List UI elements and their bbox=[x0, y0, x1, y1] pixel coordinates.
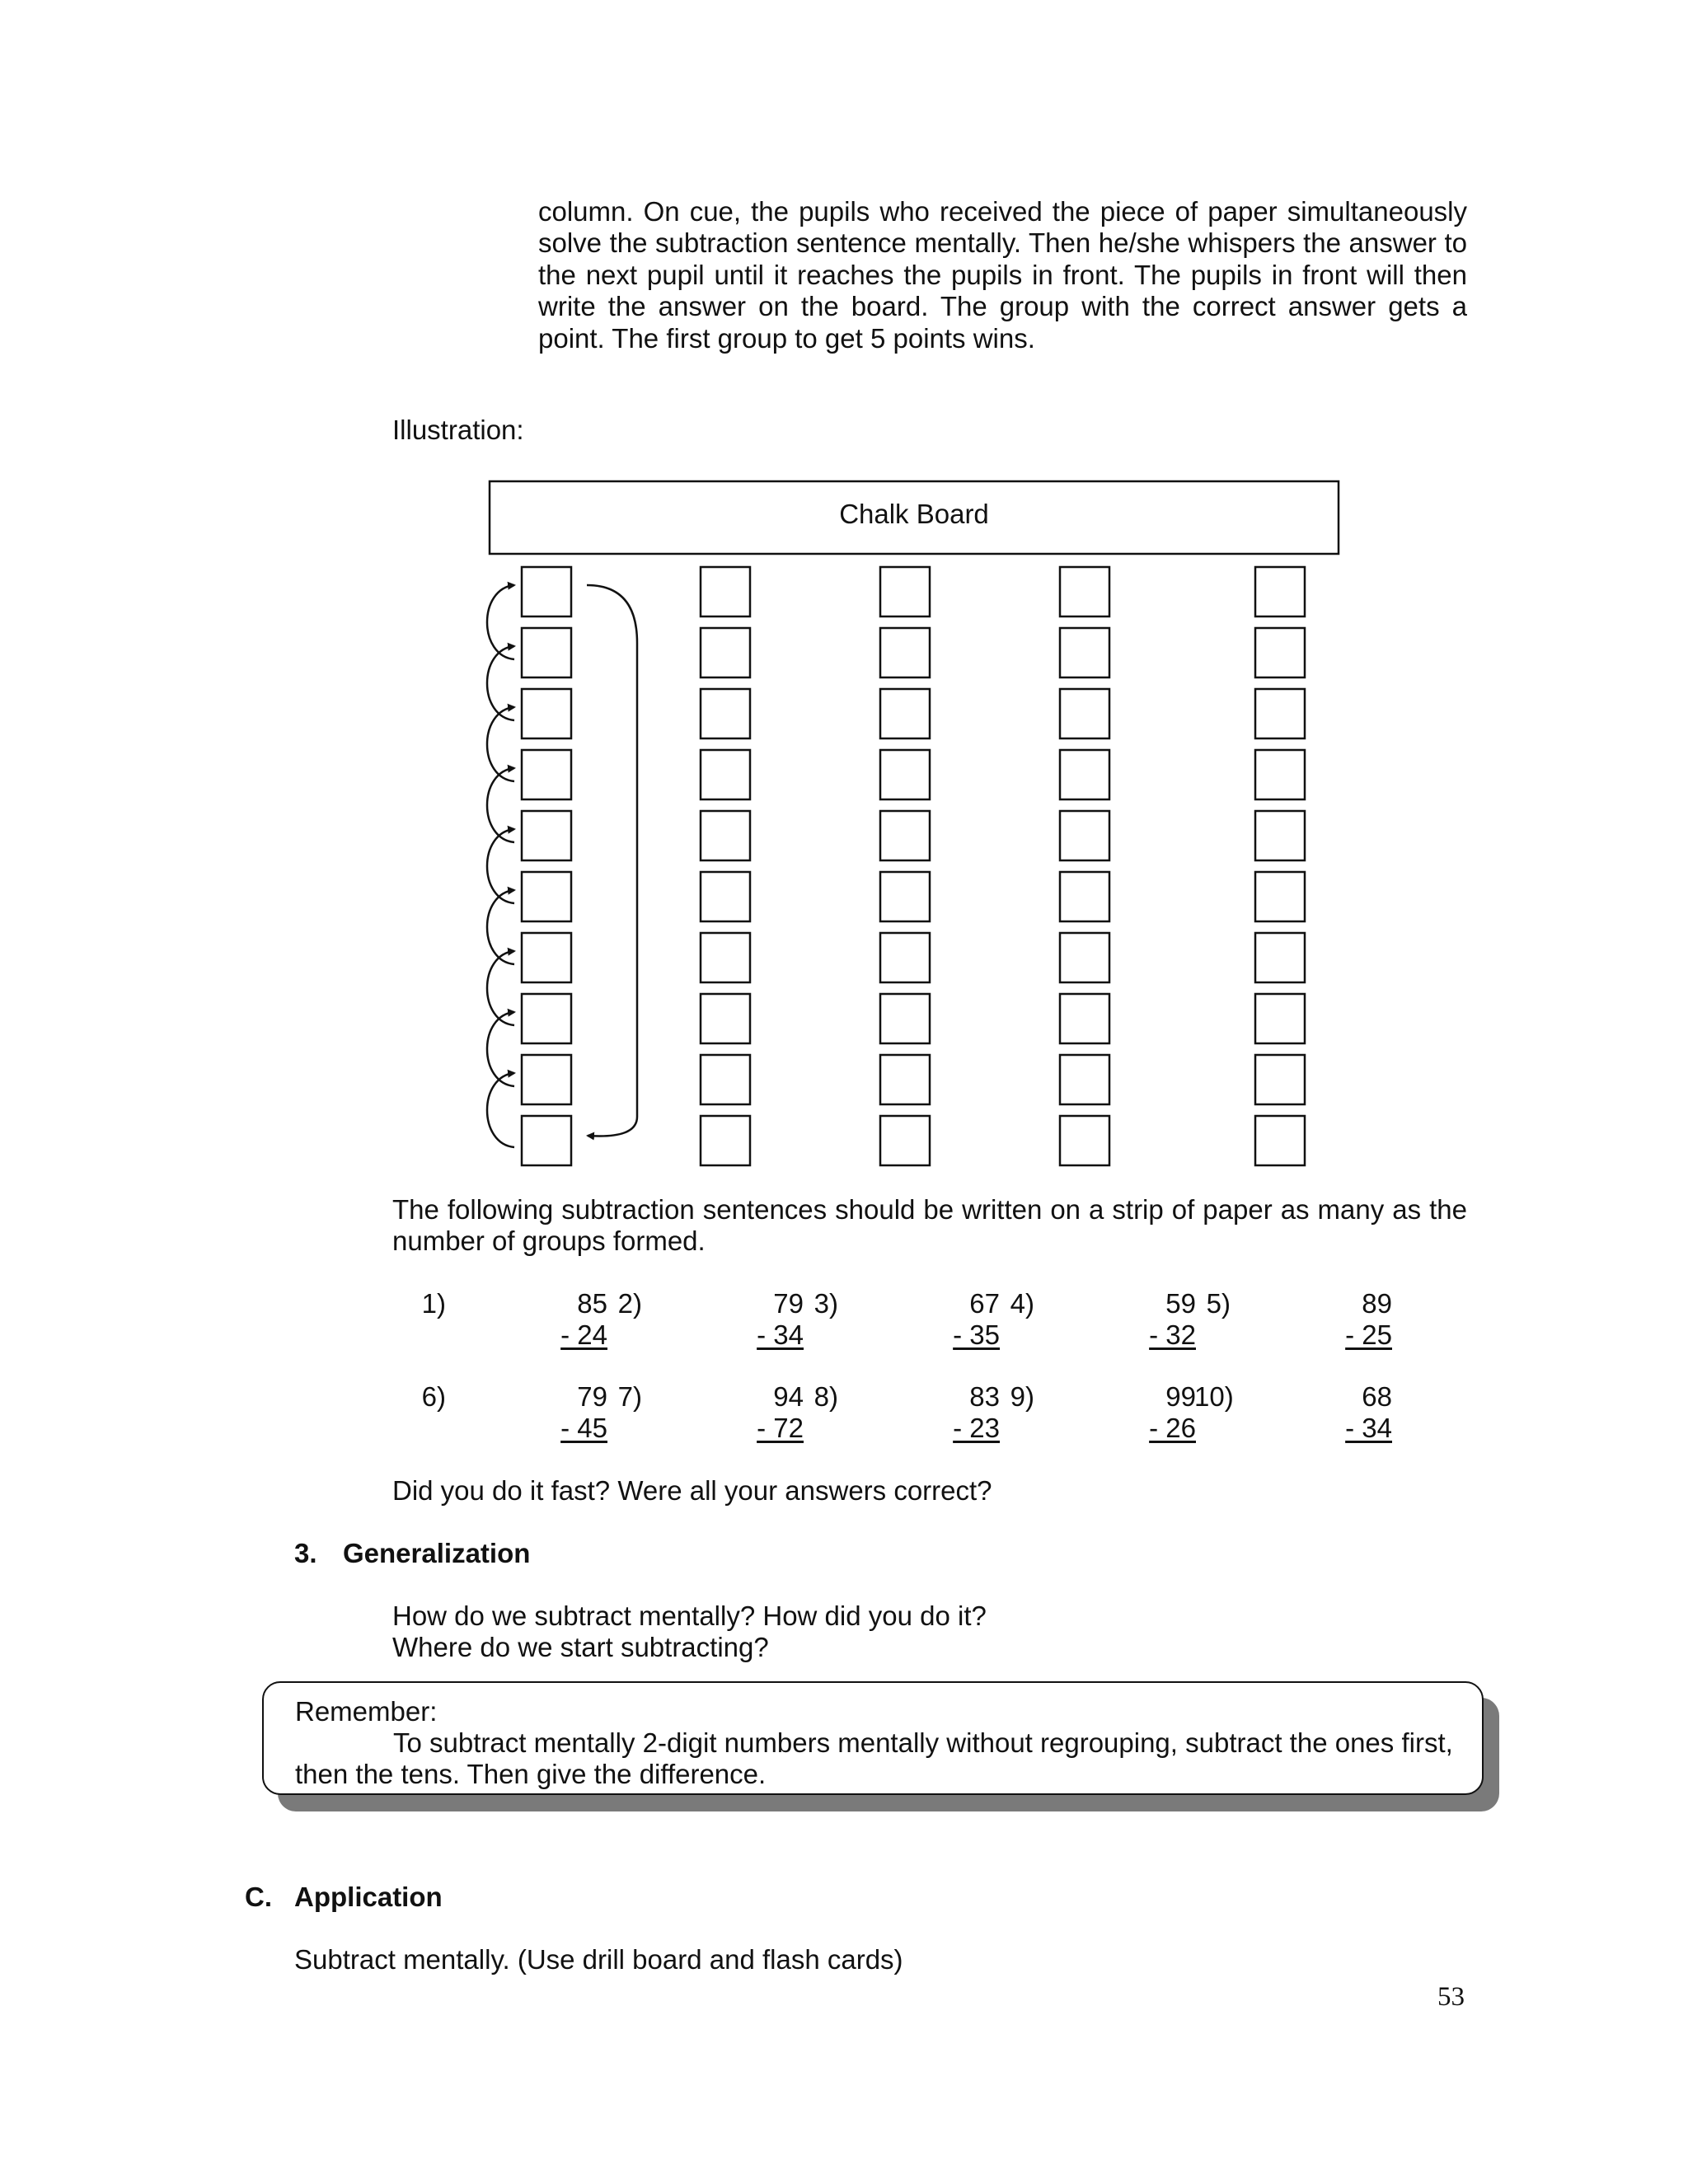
desk bbox=[1255, 811, 1305, 860]
desk bbox=[1060, 933, 1109, 982]
desk bbox=[522, 1116, 571, 1165]
problem-5 bbox=[1194, 1288, 1392, 1354]
desk-grid bbox=[522, 567, 1305, 1165]
problem-minuend: 79 bbox=[577, 1381, 607, 1412]
problem-subtrahend: - 26 bbox=[1149, 1413, 1196, 1443]
desk bbox=[522, 1055, 571, 1104]
desk bbox=[522, 872, 571, 921]
desk bbox=[1060, 567, 1109, 616]
whisper-arrow bbox=[487, 585, 514, 659]
problem-2 bbox=[606, 1288, 804, 1354]
desk bbox=[1255, 567, 1305, 616]
problem-number: 10) bbox=[1194, 1381, 1234, 1412]
whisper-chain-arrows bbox=[487, 585, 514, 1147]
desk bbox=[701, 1116, 750, 1165]
problem-number: 6) bbox=[421, 1381, 446, 1412]
problem-subtrahend: - 25 bbox=[1345, 1319, 1392, 1350]
desk bbox=[880, 1055, 930, 1104]
problem-minuend: 83 bbox=[969, 1381, 1000, 1412]
desk bbox=[701, 933, 750, 982]
desk bbox=[522, 811, 571, 860]
desk bbox=[1060, 811, 1109, 860]
whisper-arrow bbox=[487, 829, 514, 903]
application-heading: Application bbox=[294, 1882, 443, 1912]
problem-10 bbox=[1194, 1381, 1392, 1447]
desk bbox=[1255, 1116, 1305, 1165]
desk bbox=[522, 750, 571, 799]
remember-line-2: then the tens. Then give the difference. bbox=[295, 1759, 767, 1789]
remember-box bbox=[262, 1681, 1484, 1795]
problem-number: 4) bbox=[1010, 1288, 1034, 1319]
desk bbox=[701, 689, 750, 738]
desk bbox=[1060, 872, 1109, 921]
return-arrow bbox=[587, 585, 637, 1137]
whisper-arrow bbox=[487, 768, 514, 842]
desk bbox=[1060, 994, 1109, 1043]
desk bbox=[1255, 628, 1305, 677]
whisper-arrow bbox=[487, 1012, 514, 1086]
desk bbox=[701, 750, 750, 799]
generalization-heading: Generalization bbox=[343, 1538, 531, 1568]
desk bbox=[880, 567, 930, 616]
desk bbox=[880, 628, 930, 677]
remember-line-1: To subtract mentally 2-digit numbers mentally without regrouping, subtract the ones first, bbox=[393, 1727, 1453, 1758]
desk bbox=[701, 1055, 750, 1104]
problem-3 bbox=[802, 1288, 1000, 1354]
desk bbox=[1255, 750, 1305, 799]
generalization-question-1: How do we subtract mentally? How did you do it? bbox=[392, 1601, 987, 1631]
desk bbox=[1255, 994, 1305, 1043]
desk bbox=[1060, 1055, 1109, 1104]
generalization-number: 3. bbox=[294, 1538, 317, 1568]
desk bbox=[1060, 689, 1109, 738]
whisper-arrow bbox=[487, 951, 514, 1025]
desk bbox=[522, 628, 571, 677]
desk bbox=[1060, 1116, 1109, 1165]
problem-number: 7) bbox=[617, 1381, 642, 1412]
problem-subtrahend: - 24 bbox=[560, 1319, 607, 1350]
desk bbox=[880, 811, 930, 860]
problem-subtrahend: - 35 bbox=[953, 1319, 1000, 1350]
desk bbox=[701, 872, 750, 921]
desk bbox=[522, 933, 571, 982]
desk bbox=[880, 1116, 930, 1165]
desk bbox=[701, 811, 750, 860]
page-number: 53 bbox=[1437, 1982, 1465, 2012]
problem-minuend: 67 bbox=[969, 1288, 1000, 1319]
problem-6 bbox=[410, 1381, 607, 1447]
desk bbox=[701, 628, 750, 677]
desk bbox=[1255, 1055, 1305, 1104]
remember-label: Remember: bbox=[295, 1696, 438, 1727]
desk bbox=[880, 933, 930, 982]
desk bbox=[701, 994, 750, 1043]
problem-number: 8) bbox=[814, 1381, 838, 1412]
whisper-arrow bbox=[487, 707, 514, 781]
desk bbox=[1255, 933, 1305, 982]
classroom-diagram bbox=[462, 474, 1352, 1174]
problem-number: 3) bbox=[814, 1288, 838, 1319]
desk bbox=[701, 567, 750, 616]
problem-minuend: 89 bbox=[1362, 1288, 1392, 1319]
problem-4 bbox=[998, 1288, 1196, 1354]
problem-number: 5) bbox=[1206, 1288, 1231, 1319]
problem-subtrahend: - 45 bbox=[560, 1413, 607, 1443]
desk bbox=[1060, 750, 1109, 799]
whisper-arrow bbox=[487, 890, 514, 964]
problem-subtrahend: - 23 bbox=[953, 1413, 1000, 1443]
intro-paragraph: column. On cue, the pupils who received the piece of paper simultaneously solve the subtraction sentence mentally. Then he/she whispers the answer to the next pupil until it reaches the pupils in front. The pupils in front will then write the answer on the board. The group with the correct answer gets a point. The first group to get 5 points wins. bbox=[538, 196, 1467, 354]
desk bbox=[522, 994, 571, 1043]
problem-1 bbox=[410, 1288, 607, 1354]
desk bbox=[1255, 872, 1305, 921]
problem-number: 2) bbox=[617, 1288, 642, 1319]
problem-minuend: 99 bbox=[1165, 1381, 1196, 1412]
whisper-arrow bbox=[487, 1073, 514, 1147]
desk bbox=[880, 750, 930, 799]
problem-subtrahend: - 34 bbox=[1345, 1413, 1392, 1443]
problem-minuend: 79 bbox=[773, 1288, 804, 1319]
generalization-question-2: Where do we start subtracting? bbox=[392, 1632, 769, 1662]
problem-subtrahend: - 34 bbox=[757, 1319, 804, 1350]
desk bbox=[880, 872, 930, 921]
problem-minuend: 85 bbox=[577, 1288, 607, 1319]
problem-minuend: 59 bbox=[1165, 1288, 1196, 1319]
check-question: Did you do it fast? Were all your answers correct? bbox=[392, 1475, 992, 1506]
problem-9 bbox=[998, 1381, 1196, 1447]
illustration-label: Illustration: bbox=[392, 415, 524, 445]
instructions-text: The following subtraction sentences should be written on a strip of paper as many as the number of groups formed. bbox=[392, 1194, 1467, 1256]
desk bbox=[1060, 628, 1109, 677]
desk bbox=[880, 994, 930, 1043]
application-instruction: Subtract mentally. (Use drill board and flash cards) bbox=[294, 1944, 903, 1975]
whisper-arrow bbox=[487, 646, 514, 720]
desk bbox=[1255, 689, 1305, 738]
desk bbox=[522, 689, 571, 738]
problem-8 bbox=[802, 1381, 1000, 1447]
problem-7 bbox=[606, 1381, 804, 1447]
problem-subtrahend: - 32 bbox=[1149, 1319, 1196, 1350]
desk bbox=[522, 567, 571, 616]
problem-minuend: 68 bbox=[1362, 1381, 1392, 1412]
problem-number: 9) bbox=[1010, 1381, 1034, 1412]
chalkboard-label: Chalk Board bbox=[839, 499, 989, 529]
problem-subtrahend: - 72 bbox=[757, 1413, 804, 1443]
problem-minuend: 94 bbox=[773, 1381, 804, 1412]
desk bbox=[880, 689, 930, 738]
application-letter: C. bbox=[245, 1882, 272, 1912]
problem-number: 1) bbox=[421, 1288, 446, 1319]
